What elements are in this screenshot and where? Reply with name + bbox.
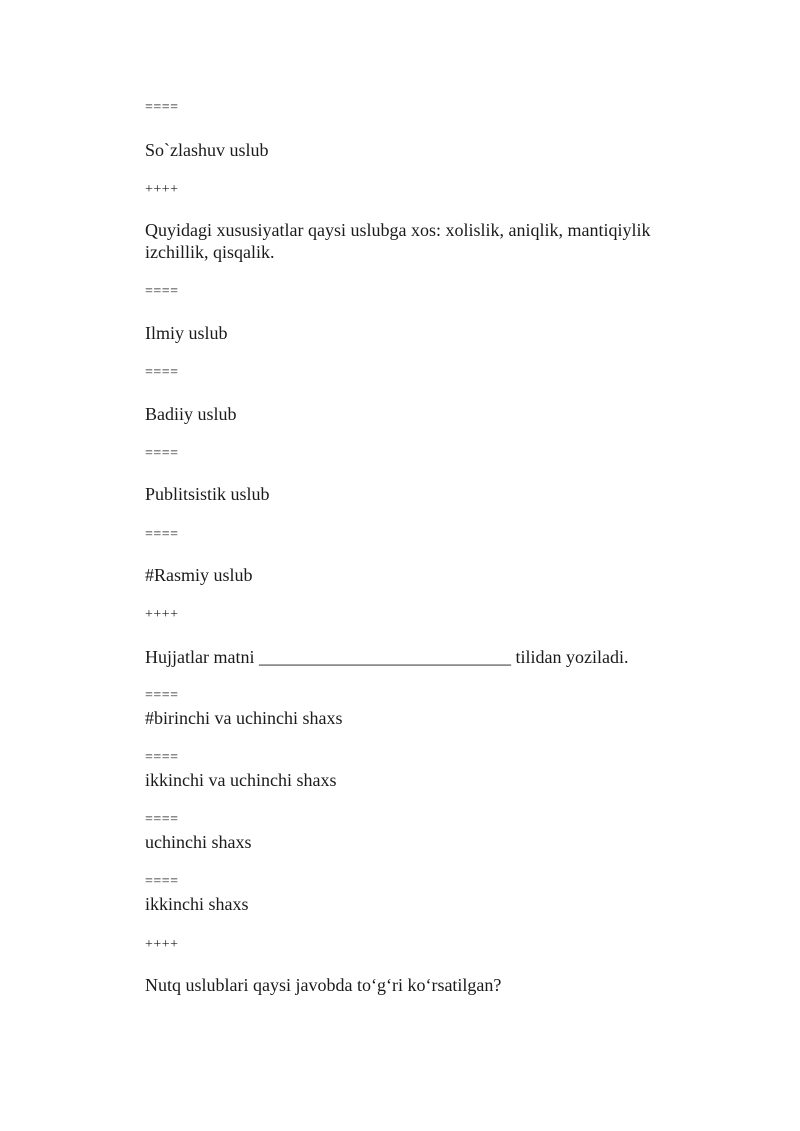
question-text: Hujjatlar matni ____________________________ tilidan yoziladi.: [145, 647, 629, 667]
answer-option: ikkinchi va uchinchi shaxs: [145, 770, 337, 790]
separator: ====: [145, 527, 179, 542]
answer-option: Ilmiy uslub: [145, 323, 228, 343]
separator: ====: [145, 688, 179, 703]
separator: ====: [145, 874, 179, 889]
answer-option: ikkinchi shaxs: [145, 894, 249, 914]
question-separator: ++++: [145, 182, 179, 197]
question-text: Quyidagi xususiyatlar qaysi uslubga xos: xolislik, aniqlik, mantiqiylik izchillik, qisqalik.: [145, 220, 651, 262]
question-separator: ++++: [145, 937, 179, 952]
separator: ====: [145, 446, 179, 461]
correct-answer-option: #birinchi va uchinchi shaxs: [145, 708, 343, 728]
question-text: Nutq uslublari qaysi javobda to‘g‘ri ko‘rsatilgan?: [145, 975, 502, 995]
separator: ====: [145, 100, 179, 115]
separator: ====: [145, 750, 179, 765]
answer-option: So`zlashuv uslub: [145, 140, 269, 160]
question-separator: ++++: [145, 607, 179, 622]
answer-option: uchinchi shaxs: [145, 832, 252, 852]
separator: ====: [145, 365, 179, 380]
answer-option: Badiiy uslub: [145, 404, 237, 424]
separator: ====: [145, 284, 179, 299]
separator: ====: [145, 812, 179, 827]
answer-option: Publitsistik uslub: [145, 484, 270, 504]
correct-answer-option: #Rasmiy uslub: [145, 565, 253, 585]
